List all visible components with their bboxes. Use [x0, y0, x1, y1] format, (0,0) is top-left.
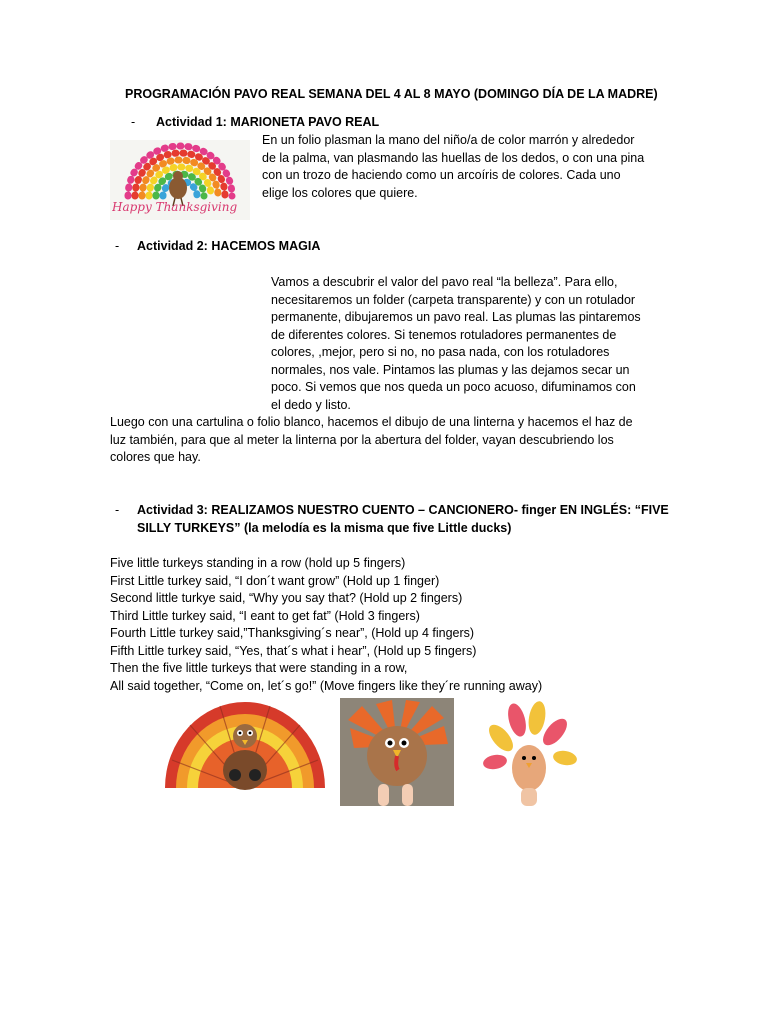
- activity1-heading: Actividad 1: MARIONETA PAVO REAL: [156, 115, 380, 129]
- song-line: Then the five little turkeys that were standing in a row,: [110, 661, 408, 675]
- activity2-after-line: colores que hay.: [110, 450, 201, 464]
- image-caption: Happy Thanksgiving: [112, 200, 238, 214]
- bullet-dash: -: [115, 239, 120, 253]
- activity2-after-line: luz también, para que al meter la linterna por la abertura del folder, vayan descubriendo los: [110, 432, 614, 447]
- activity2-line: el dedo y listo.: [271, 397, 351, 412]
- song-line: Third Little turkey said, “I eant to get fat” (Hold 3 fingers): [110, 608, 420, 623]
- song-line: First Little turkey said, “I don´t want grow” (Hold up 1 finger): [110, 573, 440, 588]
- activity1-line: elige los colores que quiere.: [262, 185, 418, 200]
- song-line: Fourth Little turkey said,”Thanksgiving´s near”, (Hold up 4 fingers): [110, 626, 475, 640]
- page-title: PROGRAMACIÓN PAVO REAL SEMANA DEL 4 AL 8 MAYO (DOMINGO DÍA DE LA MADRE): [125, 87, 658, 101]
- activity3-heading-cont: SILLY TURKEYS” (la melodía es la misma que five Little ducks): [137, 521, 512, 535]
- activity2-heading: Actividad 2: HACEMOS MAGIA: [137, 239, 321, 253]
- paper-turkey-image: [160, 700, 330, 794]
- activity2-after-line: Luego con una cartulina o folio blanco, hacemos el dibujo de una linterna y hacemos el haz de: [110, 415, 633, 429]
- activity1-line: En un folio plasman la mano del niño/a de color marrón y alrededor: [262, 133, 635, 147]
- painted-hand-turkey-image: [477, 700, 582, 806]
- activity3-heading: Actividad 3: REALIZAMOS NUESTRO CUENTO – CANCIONERO- finger EN INGLÉS: “FIVE: [137, 503, 669, 517]
- finger-puppet-turkey-image: [340, 698, 454, 806]
- activity2-line: normales, nos vale. Pintamos las plumas y las dejamos secar un: [271, 362, 630, 377]
- song-line: Fifth Little turkey said, “Yes, that´s what i hear”, (Hold up 5 fingers): [110, 643, 477, 658]
- handprint-turkey-image: [110, 140, 250, 220]
- activity2-line: Vamos a descubrir el valor del pavo real “la belleza”. Para ello,: [271, 275, 618, 289]
- activity1-line: con un trozo de haciendo como un arcoíris de colores. Cada uno: [262, 168, 621, 182]
- activity2-line: necesitaremos un folder (carpeta transparente) y con un rotulador: [271, 292, 636, 307]
- bullet-dash: -: [131, 115, 136, 129]
- activity2-line: colores, ,mejor, pero si no, no pasa nada, con los rotuladores: [271, 345, 610, 359]
- song-line: Five little turkeys standing in a row (hold up 5 fingers): [110, 556, 406, 570]
- activity2-line: poco. Si vemos que nos queda un poco acuoso, difuminamos con: [271, 380, 636, 394]
- song-line: Second little turkye said, “Why you say that? (Hold up 2 fingers): [110, 591, 463, 605]
- activity2-line: de diferentes colores. Si tenemos rotuladores permanentes de: [271, 327, 617, 342]
- bullet-dash: -: [115, 503, 120, 517]
- activity2-line: permanente, dibujaremos un pavo real. Las plumas las pintaremos: [271, 310, 641, 324]
- activity1-line: de la palma, van plasmando las huellas de los dedos, o con una pina: [262, 150, 645, 165]
- song-line: All said together, “Come on, let´s go!” (Move fingers like they´re running away): [110, 678, 543, 693]
